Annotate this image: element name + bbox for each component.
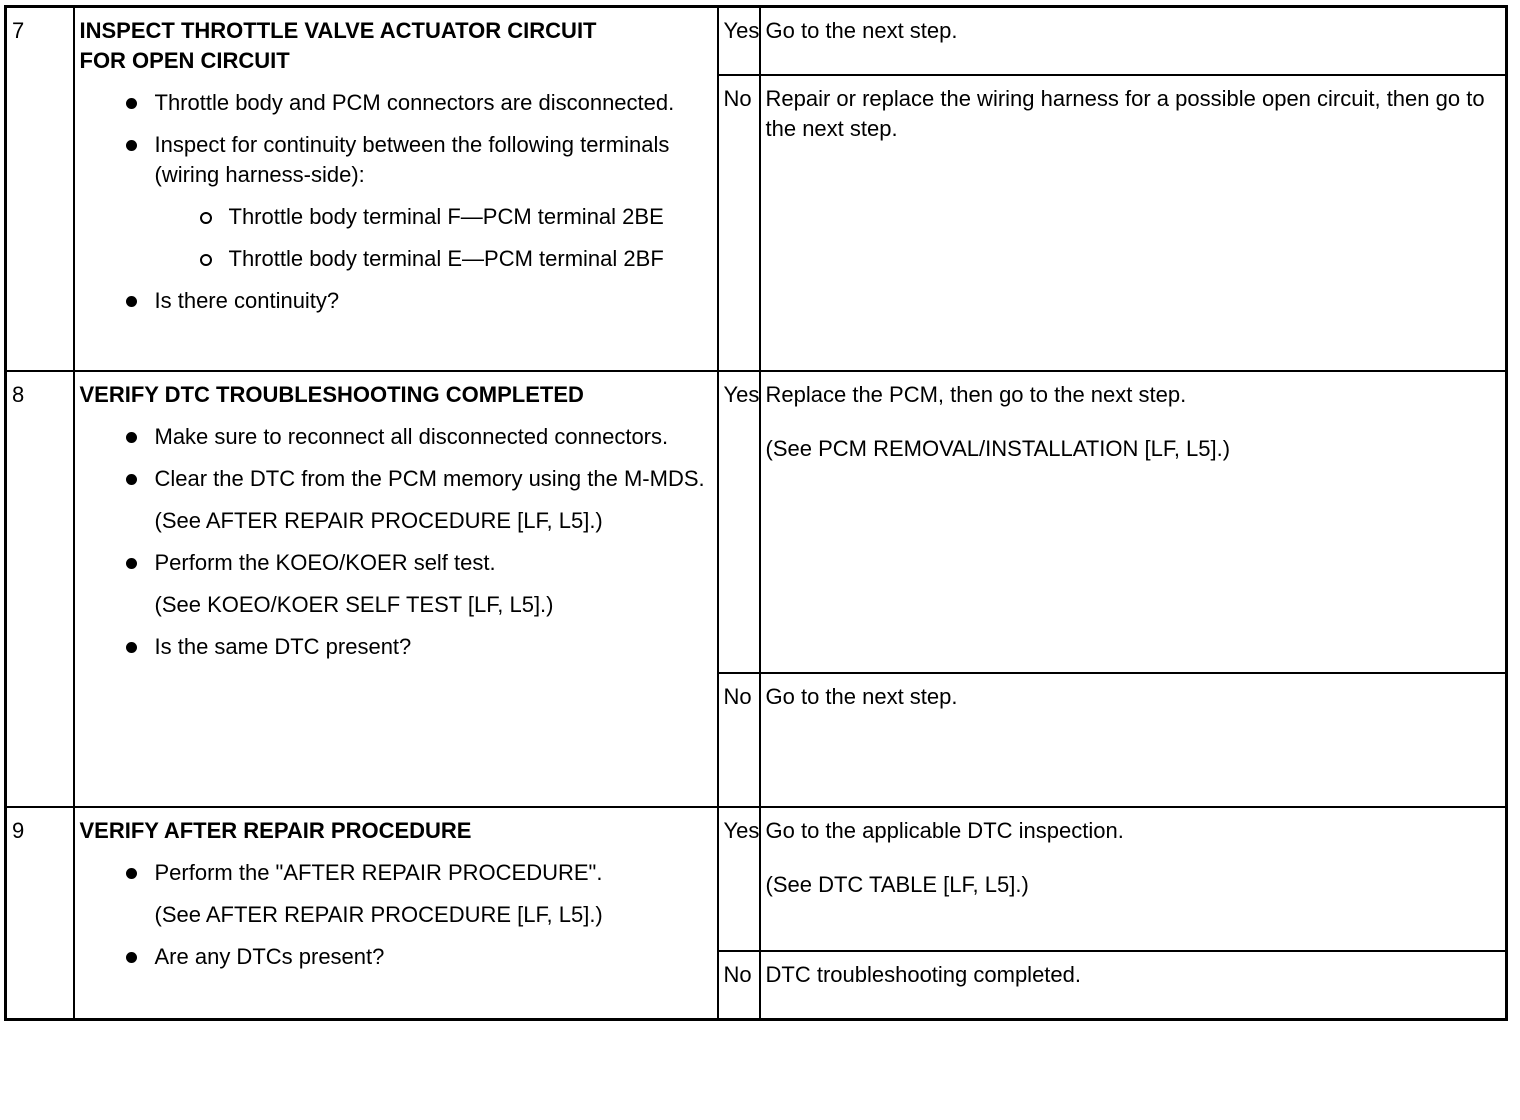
step-bullet: Throttle body and PCM connectors are disconnected. — [80, 88, 712, 118]
result-text: Go to the next step. — [765, 684, 958, 709]
no-label: No — [718, 951, 760, 1020]
result-text: Go to the next step. — [765, 18, 958, 43]
troubleshooting-table — [4, 5, 1508, 1021]
no-result — [760, 951, 1507, 1020]
step-note: (See AFTER REPAIR PROCEDURE [LF, L5].) — [154, 902, 603, 927]
step-action — [74, 371, 718, 807]
step-bullet: Is there continuity? — [80, 286, 712, 316]
yes-label: Yes — [718, 7, 760, 76]
no-label: No — [718, 673, 760, 807]
step-title: VERIFY DTC TROUBLESHOOTING COMPLETED — [79, 382, 584, 407]
step-title — [80, 16, 712, 76]
step-title: VERIFY AFTER REPAIR PROCEDURE — [79, 818, 472, 843]
step-action — [74, 7, 718, 372]
step-bullet: Clear the DTC from the PCM memory using the M-MDS. — [80, 464, 712, 494]
no-result — [760, 75, 1507, 371]
yes-result — [760, 371, 1507, 673]
yes-label: Yes — [718, 371, 760, 673]
result-note: (See DTC TABLE [LF, L5].) — [765, 872, 1029, 897]
step-sub-bullet: Throttle body terminal E—PCM terminal 2BF — [80, 244, 712, 274]
result-note: (See PCM REMOVAL/INSTALLATION [LF, L5].) — [765, 436, 1231, 461]
yes-result — [760, 807, 1507, 951]
no-label: No — [718, 75, 760, 371]
step-number: 8 — [6, 371, 74, 807]
result-text: Go to the applicable DTC inspection. — [765, 818, 1124, 843]
step-title-line1: INSPECT THROTTLE VALVE ACTUATOR CIRCUIT — [79, 18, 597, 43]
step-bullet: Perform the "AFTER REPAIR PROCEDURE". — [80, 858, 712, 888]
step-bullet: Inspect for continuity between the following terminals (wiring harness-side): — [80, 130, 712, 190]
no-result — [760, 673, 1507, 807]
step-8-yes-row — [6, 371, 1507, 673]
yes-result — [760, 7, 1507, 76]
step-note: (See KOEO/KOER SELF TEST [LF, L5].) — [154, 592, 554, 617]
step-7-yes-row — [6, 7, 1507, 76]
result-text: DTC troubleshooting completed. — [765, 962, 1081, 987]
result-text: Repair or replace the wiring harness for a possible open circuit, then go to the next step. — [765, 86, 1485, 141]
step-9-yes-row — [6, 807, 1507, 951]
step-bullet: Make sure to reconnect all disconnected connectors. — [80, 422, 712, 452]
step-bullet: Perform the KOEO/KOER self test. — [80, 548, 712, 578]
step-number: 7 — [6, 7, 74, 372]
result-text: Replace the PCM, then go to the next step. — [765, 382, 1187, 407]
step-bullet: Is the same DTC present? — [80, 632, 712, 662]
step-note: (See AFTER REPAIR PROCEDURE [LF, L5].) — [154, 508, 603, 533]
step-title-line2: FOR OPEN CIRCUIT — [79, 48, 290, 73]
yes-label: Yes — [718, 807, 760, 951]
step-bullet: Are any DTCs present? — [80, 942, 712, 972]
step-number: 9 — [6, 807, 74, 1020]
step-sub-bullet: Throttle body terminal F—PCM terminal 2BE — [80, 202, 712, 232]
step-action — [74, 807, 718, 1020]
